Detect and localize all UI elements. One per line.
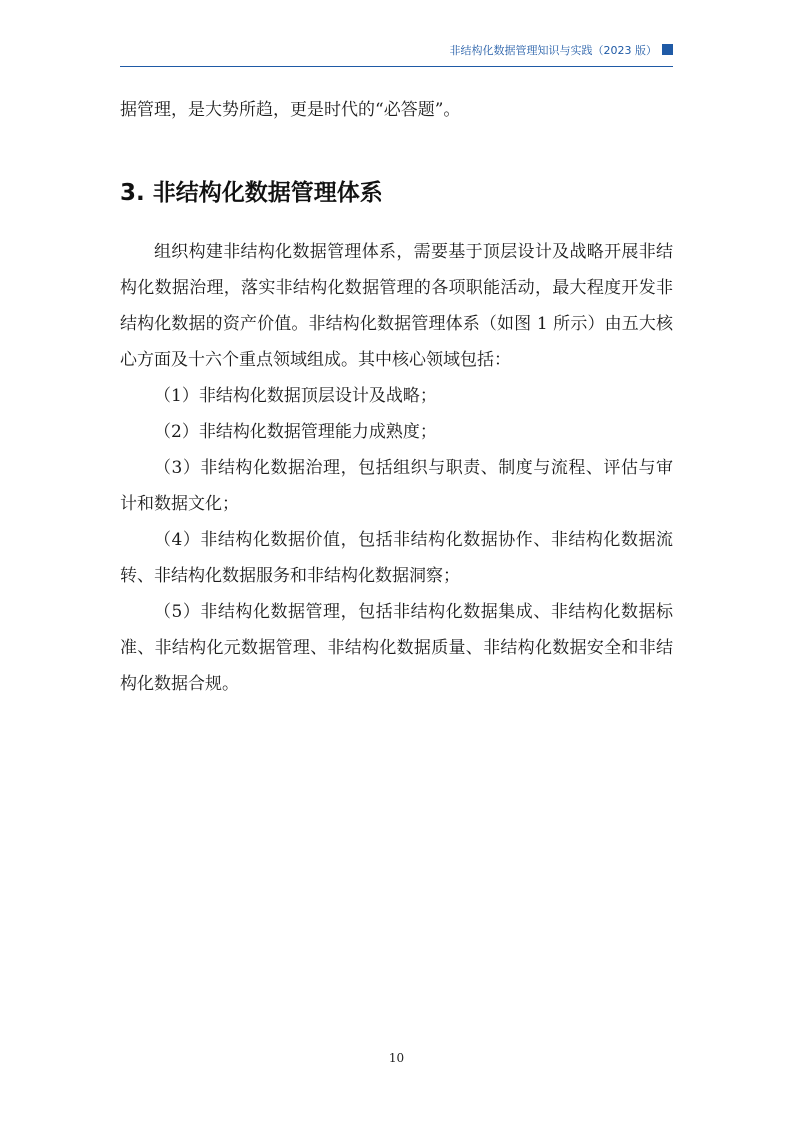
header-title: 非结构化数据管理知识与实践（2023 版） bbox=[449, 44, 657, 57]
continuation-paragraph: 据管理，是大势所趋，更是时代的“必答题”。 bbox=[120, 100, 461, 120]
header-square-icon bbox=[662, 44, 673, 55]
list-item-2: （2）非结构化数据管理能力成熟度； bbox=[154, 422, 437, 442]
page-header bbox=[120, 40, 673, 67]
list-item-5: （5）非结构化数据管理，包括非结构化数据集成、非结构化数据标准、非结构化元数据管理、非结构化数据质量、非结构化数据安全和非结构化数据合规。 bbox=[120, 602, 673, 694]
page-number: 10 bbox=[388, 1051, 405, 1065]
list-item-4: （4）非结构化数据价值，包括非结构化数据协作、非结构化数据流转、非结构化数据服务和非结构化数据洞察； bbox=[120, 530, 673, 586]
page-content bbox=[120, 92, 673, 694]
section-body bbox=[120, 234, 673, 702]
list-item-3: （3）非结构化数据治理，包括组织与职责、制度与流程、评估与审计和数据文化； bbox=[120, 458, 673, 514]
intro-paragraph: 组织构建非结构化数据管理体系，需要基于顶层设计及战略开展非结构化数据治理，落实非结构化数据管理的各项职能活动，最大程度开发非结构化数据的资产价值。非结构化数据管理体系（如图 1 所示）由五大核心方面及十六个重点领域组成。其中核心领域包括： bbox=[120, 242, 673, 370]
section-heading: 3. 非结构化数据管理体系 bbox=[120, 180, 383, 206]
list-item-1: （1）非结构化数据顶层设计及战略； bbox=[154, 386, 437, 406]
